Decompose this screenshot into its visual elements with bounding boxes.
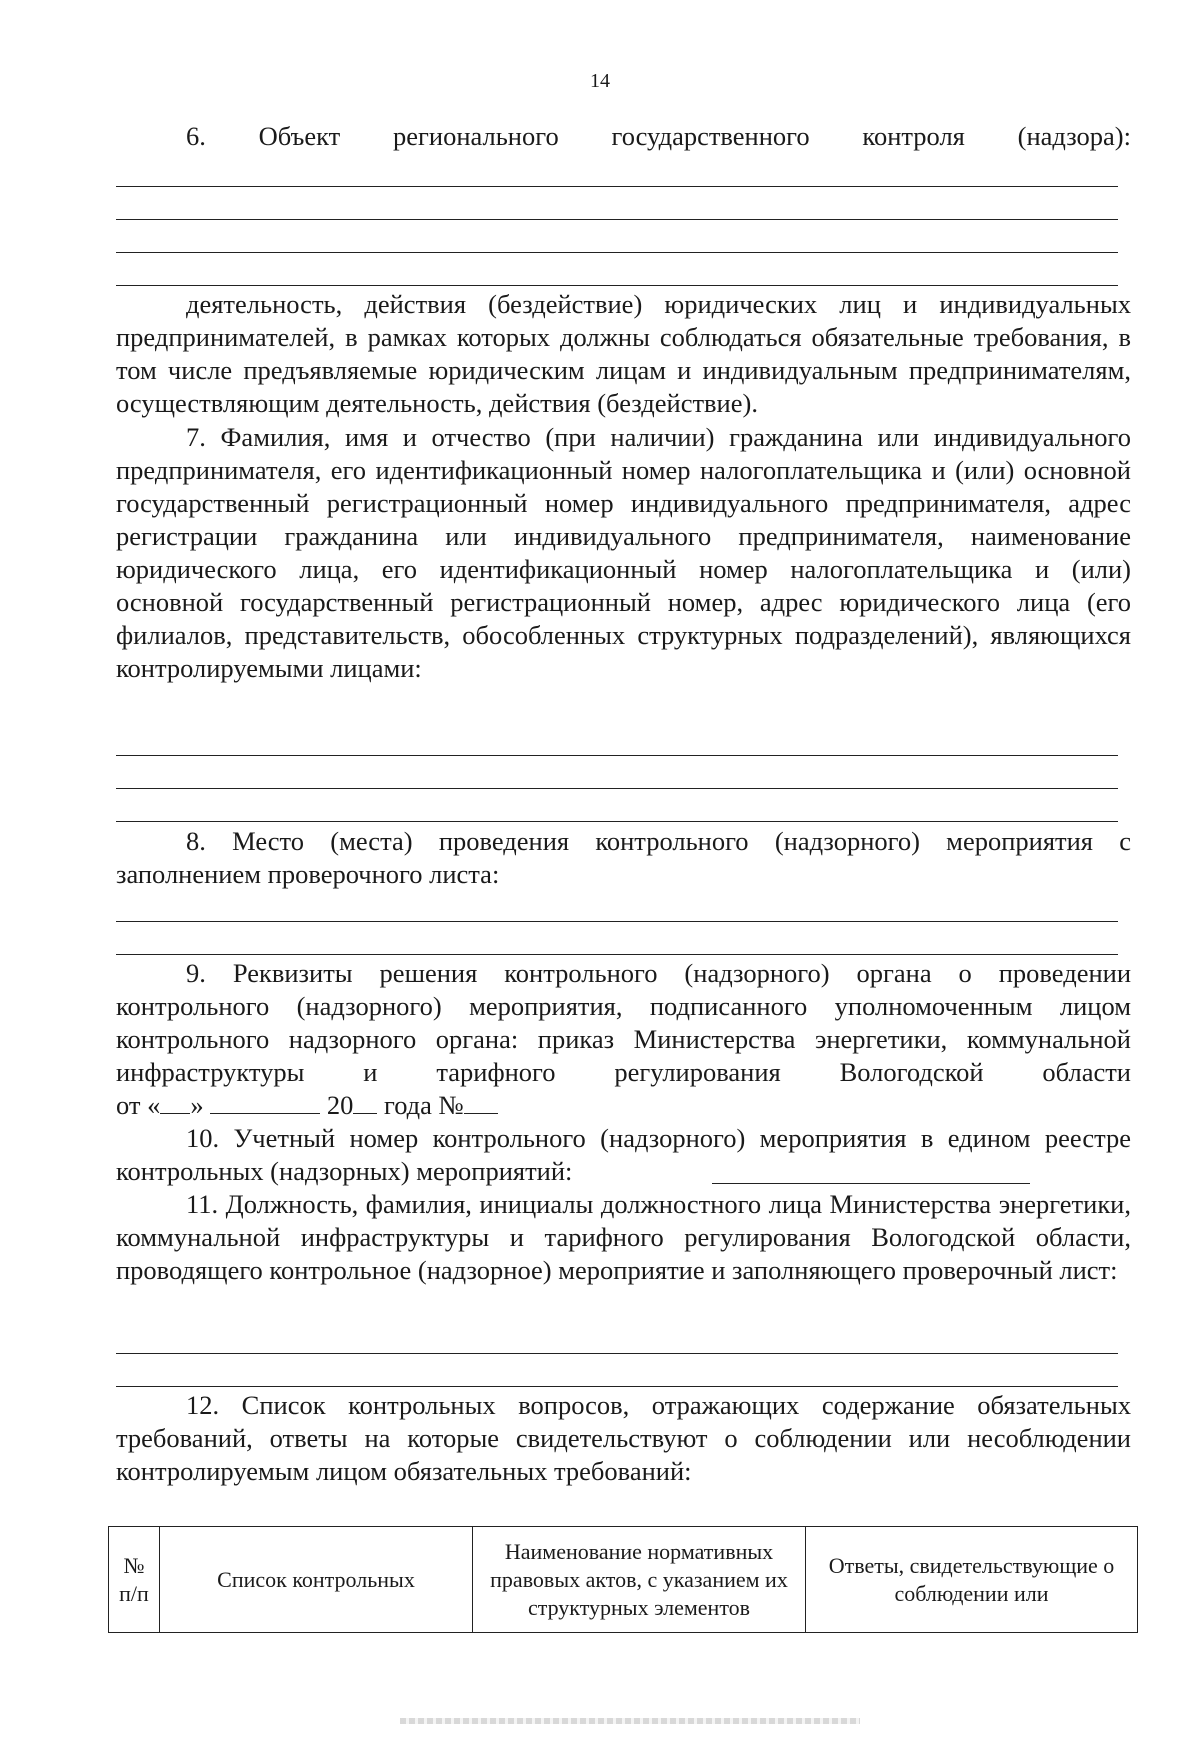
blank-line[interactable] bbox=[116, 921, 1118, 922]
date-prefix: от « bbox=[116, 1090, 161, 1120]
blank-line[interactable] bbox=[116, 755, 1118, 756]
year-prefix: 20 bbox=[326, 1090, 354, 1120]
blank-line[interactable] bbox=[116, 219, 1118, 220]
blank-line[interactable] bbox=[116, 1353, 1118, 1354]
blank-line[interactable] bbox=[116, 954, 1118, 955]
scan-artifact bbox=[400, 1718, 860, 1724]
order-number-field[interactable] bbox=[464, 1089, 498, 1114]
item8-text: 8. Место (места) проведения контрольного (надзорного) мероприятия с заполнением проверочного листа: bbox=[116, 826, 1131, 889]
blank-line[interactable] bbox=[116, 788, 1118, 789]
item7-text: 7. Фамилия, имя и отчество (при наличии) гражданина или индивидуального предпринимателя, его идентификационный номер налогоплательщика и (или) основной государственный регистрационный номер индивидуального предпринимателя, адрес регистрации гражданина или индивидуального предпринимателя, наименование юридического лица, его идентификационный номер налогоплательщика и (или) основной государственный регистрационный номер, адрес юридического лица (его филиалов, представительств, обособленных структурных подразделений), являющихся контролируемыми лицами: bbox=[116, 422, 1131, 683]
blank-line[interactable] bbox=[116, 186, 1118, 187]
year-field[interactable] bbox=[353, 1089, 377, 1114]
item6-title: 6. Объект регионального государственного контроля (надзора): bbox=[186, 121, 1131, 151]
blank-line[interactable] bbox=[116, 821, 1118, 822]
item11-text: 11. Должность, фамилия, инициалы должностного лица Министерства энергетики, коммунальной инфраструктуры и тарифного регулирования Вологодской области, проводящего контрольное (надзорное) мероприятие и заполняющего проверочный лист: bbox=[116, 1189, 1131, 1285]
date-mid: » bbox=[190, 1090, 204, 1120]
checklist-table bbox=[108, 1526, 1138, 1633]
item9-text: 9. Реквизиты решения контрольного (надзорного) органа о проведении контрольного (надзорного) мероприятия, подписанного уполномоченным лицом контрольного надзорного органа: приказ Министерства энергетики, коммунальной инфраструктуры и тарифного регулирования Вологодской области bbox=[116, 958, 1131, 1087]
header-acts: Наименование нормативных правовых актов, с указанием их структурных элементов bbox=[473, 1527, 806, 1633]
item12-text: 12. Список контрольных вопросов, отражающих содержание обязательных требований, ответы на которые свидетельствуют о соблюдении или несоблюдении контролируемым лицом обязательных требований: bbox=[116, 1390, 1131, 1486]
table-header-row bbox=[109, 1527, 1138, 1633]
item6-text: деятельность, действия (бездействие) юридических лиц и индивидуальных предпринимателей, в рамках которых должны соблюдаться обязательные требования, в том числе предъявляемые юридическим лицам и индивидуальным предпринимателям, осуществляющим деятельность, действия (бездействие). bbox=[116, 289, 1131, 418]
header-answers: Ответы, свидетельствующие о соблюдении или bbox=[806, 1527, 1138, 1633]
item10-text: 10. Учетный номер контрольного (надзорного) мероприятия в едином реестре контрольных (надзорных) мероприятий: bbox=[116, 1123, 1131, 1186]
header-questions: Список контрольных bbox=[160, 1527, 473, 1633]
blank-line[interactable] bbox=[116, 252, 1118, 253]
blank-line[interactable] bbox=[116, 285, 1118, 286]
blank-line[interactable] bbox=[116, 1386, 1118, 1387]
page-number: 14 bbox=[590, 70, 610, 92]
header-number: № п/п bbox=[109, 1527, 160, 1633]
year-suffix: года № bbox=[383, 1090, 464, 1120]
registry-number-field[interactable] bbox=[712, 1183, 1030, 1184]
month-field[interactable] bbox=[210, 1089, 320, 1114]
day-field[interactable] bbox=[160, 1089, 190, 1114]
item9-date-line bbox=[116, 1089, 1131, 1122]
